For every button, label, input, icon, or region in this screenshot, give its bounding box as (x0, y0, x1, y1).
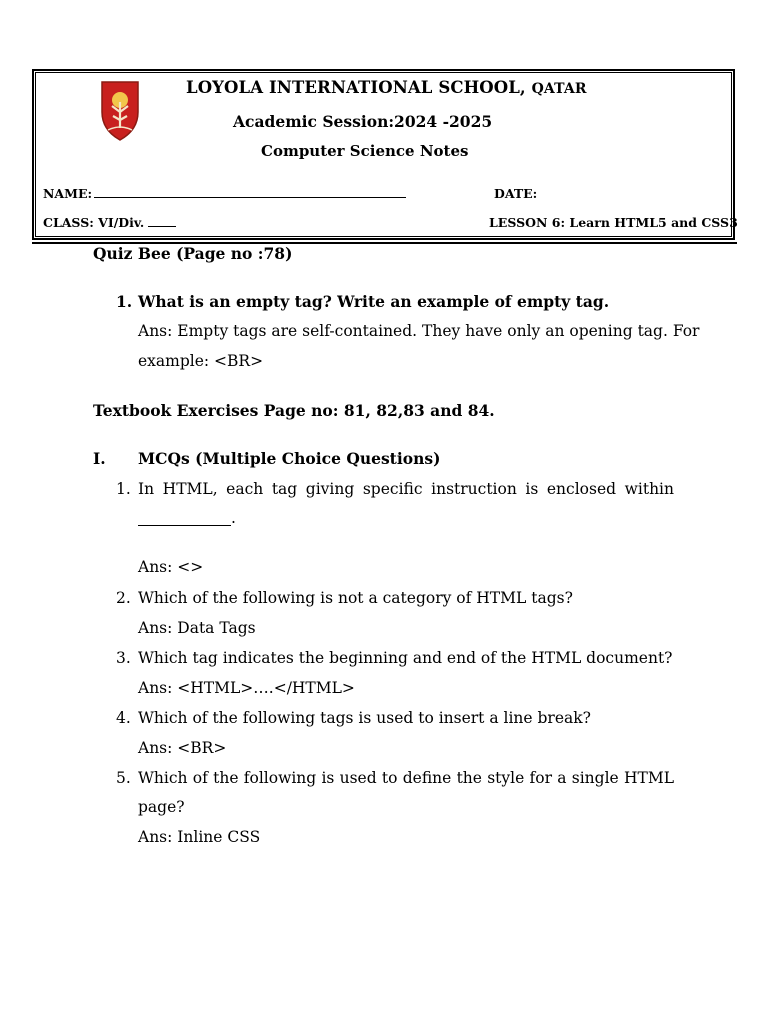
notes-title: Computer Science Notes (261, 142, 469, 160)
mcq-question-continued: page? (138, 798, 185, 816)
section-title: MCQs (Multiple Choice Questions) (138, 449, 441, 468)
school-crest-icon (100, 78, 140, 142)
school-name (186, 78, 587, 97)
mcq-question: Which of the following is not a category of HTML tags? (138, 589, 573, 607)
exercises-title: Textbook Exercises Page no: 81, 82,83 and 84. (93, 401, 495, 420)
class-field (43, 215, 176, 230)
division-blank (148, 215, 176, 227)
date-label: DATE: (494, 186, 538, 201)
name-label: NAME: (43, 186, 93, 201)
mcq-question: In HTML, each tag giving specific instruction is enclosed within (138, 480, 674, 498)
quiz-q1-text: What is an empty tag? Write an example of empty tag. (138, 292, 610, 311)
class-label: CLASS: VI/Div. (43, 215, 145, 230)
answer-blank (138, 525, 231, 526)
name-field (43, 186, 406, 201)
quiz-q1-answer-line1: Ans: Empty tags are self-contained. They have only an opening tag. For (138, 322, 700, 340)
mcq-number: 4. (116, 709, 131, 727)
mcq-number: 2. (116, 589, 131, 607)
mcq-question-end: . (231, 509, 236, 527)
quiz-q1-answer-line2: example: <BR> (138, 352, 264, 370)
quiz-q1-number: 1. (116, 292, 133, 311)
academic-session: Academic Session:2024 -2025 (233, 112, 493, 131)
mcq-number: 1. (116, 480, 131, 498)
mcq-answer: Ans: Inline CSS (138, 828, 261, 846)
section-number: I. (93, 449, 106, 468)
mcq-answer: Ans: <HTML>….</HTML> (138, 679, 355, 697)
mcq-number: 3. (116, 649, 131, 667)
school-name-text: LOYOLA INTERNATIONAL SCHOOL, (186, 78, 526, 97)
mcq-answer: Ans: Data Tags (138, 619, 256, 637)
mcq-answer: Ans: <BR> (138, 739, 227, 757)
lesson-label: LESSON 6: Learn HTML5 and CSS3 (489, 215, 738, 230)
mcq-answer: Ans: <> (138, 558, 204, 576)
mcq-question: Which of the following tags is used to insert a line break? (138, 709, 591, 727)
quiz-title: Quiz Bee (Page no :78) (93, 244, 293, 263)
mcq-question: Which tag indicates the beginning and end of the HTML document? (138, 649, 673, 667)
school-location: QATAR (531, 81, 587, 97)
mcq-question: Which of the following is used to define the style for a single HTML (138, 769, 674, 787)
mcq-number: 5. (116, 769, 131, 787)
name-blank (94, 186, 406, 198)
